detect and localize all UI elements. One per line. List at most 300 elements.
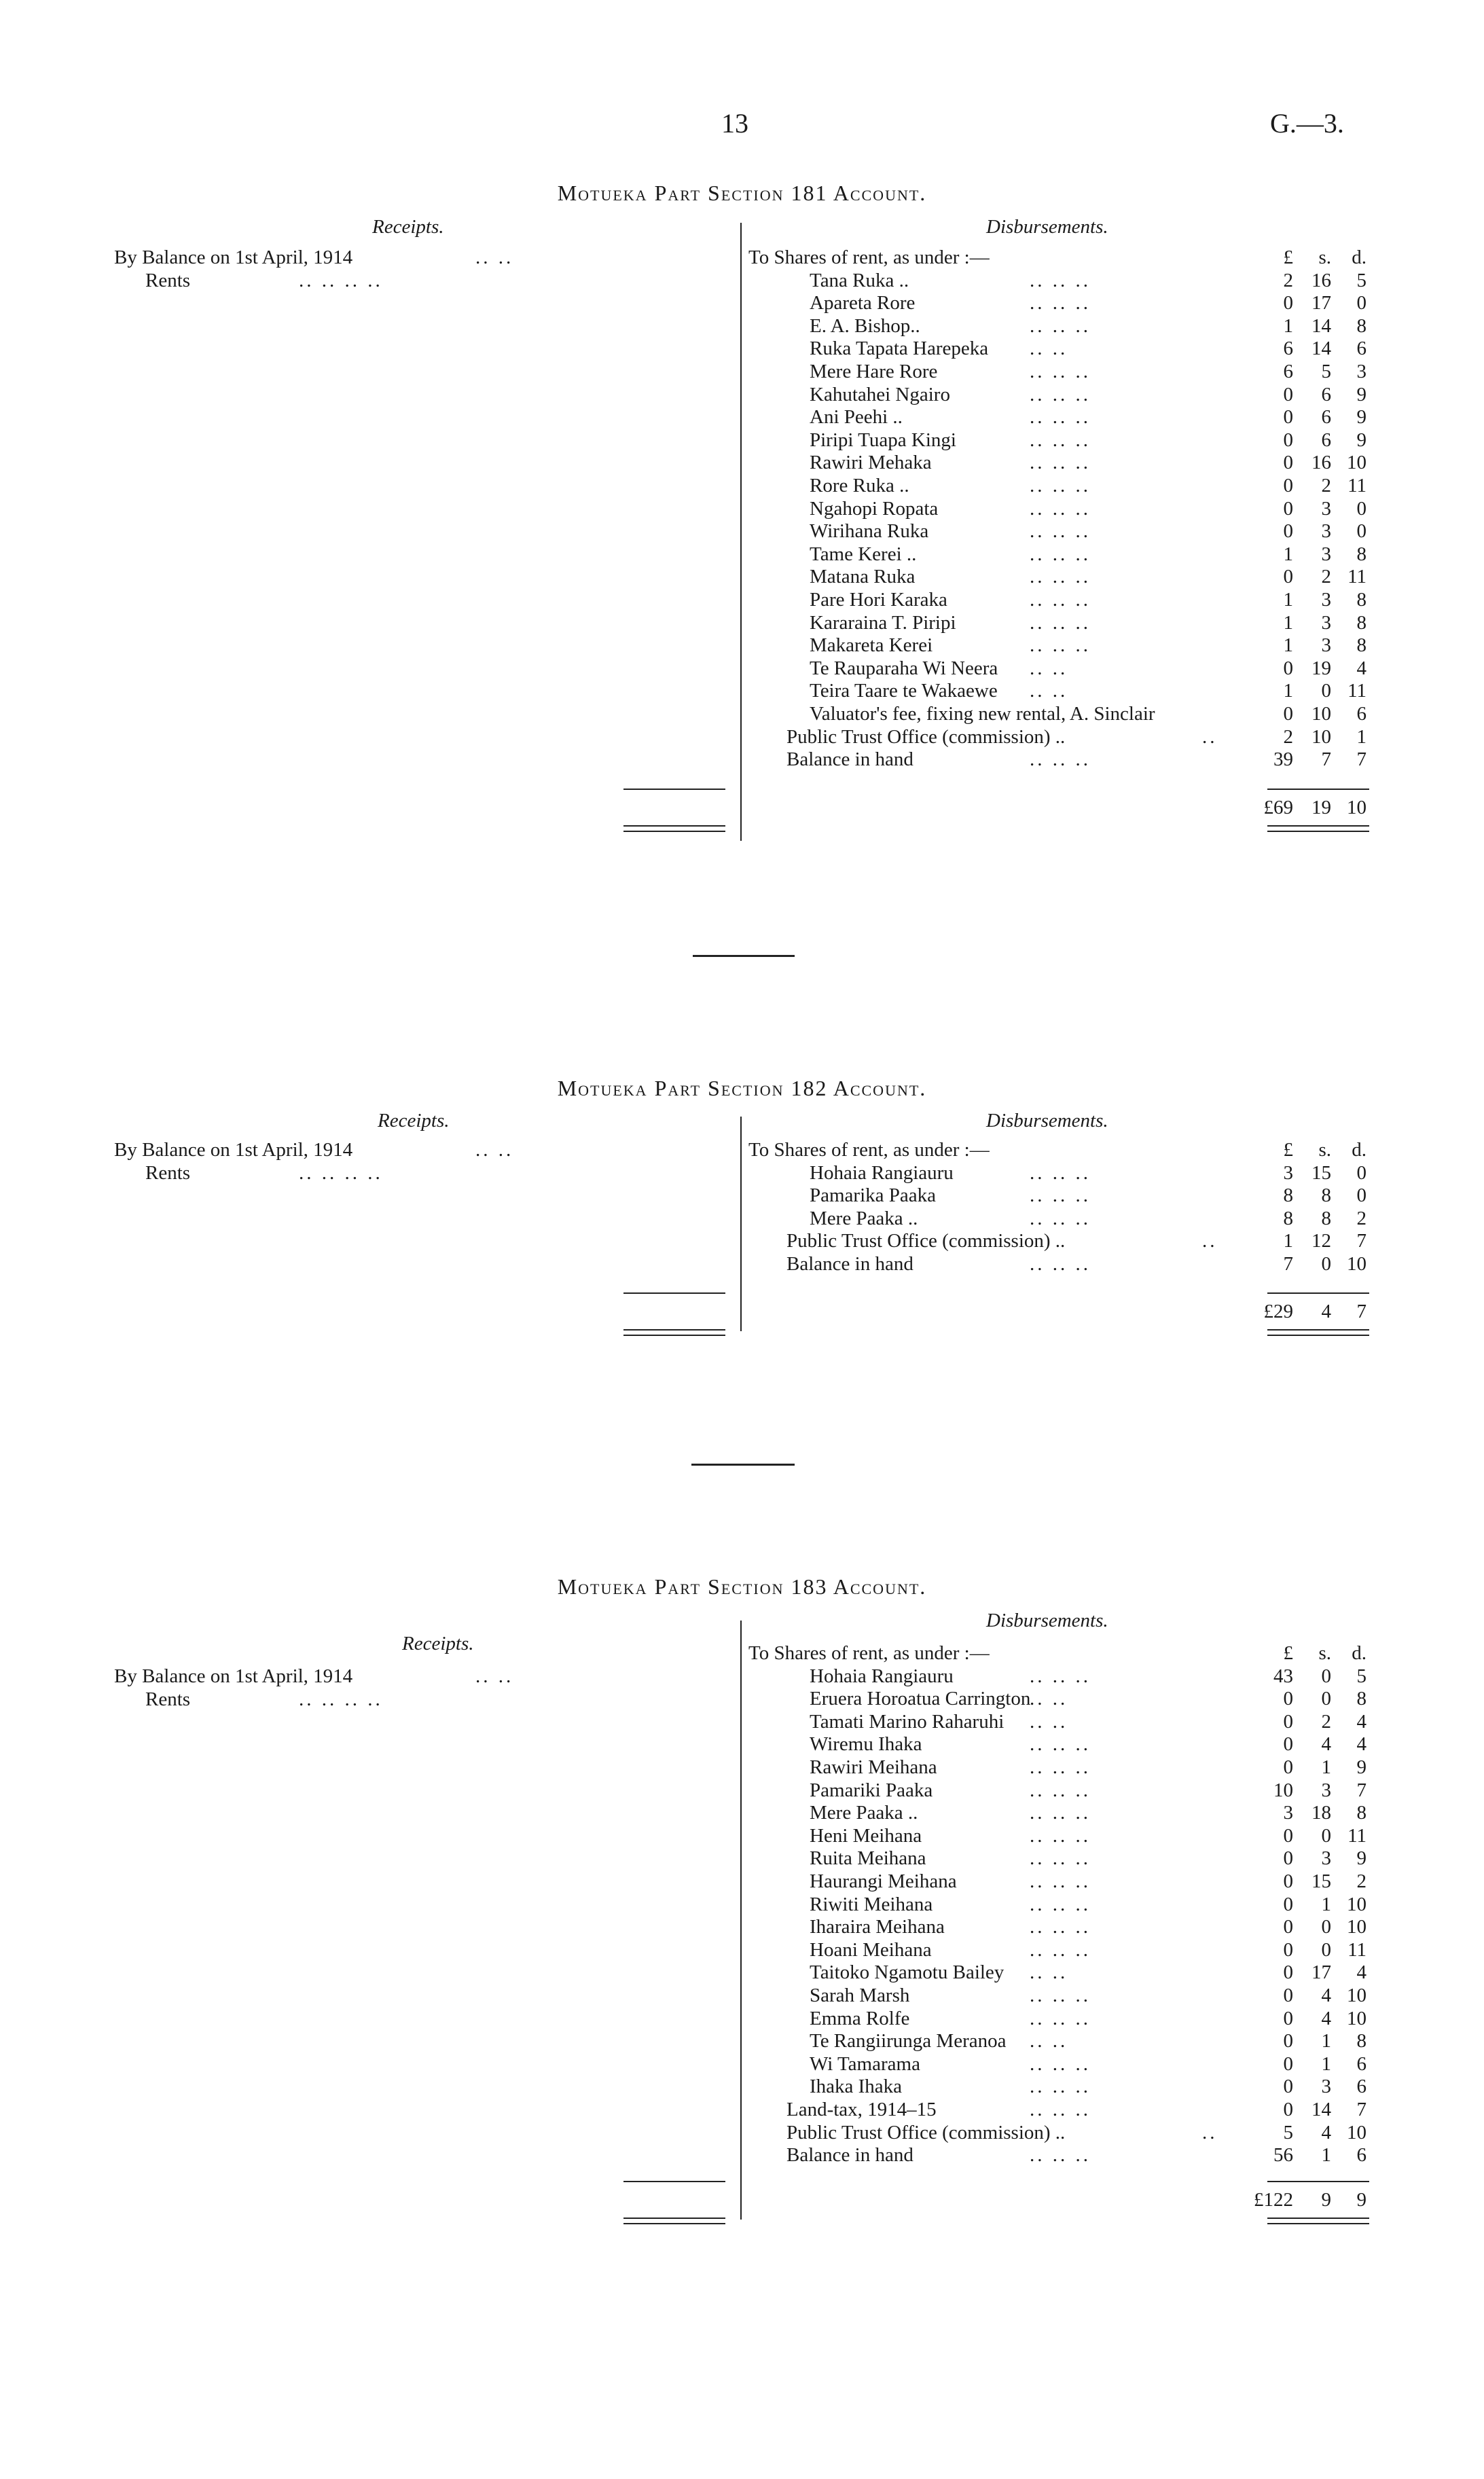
amount-s: 2 [1321,566,1331,588]
amount-d: 1 [1356,725,1367,748]
double-rule-right [1267,2223,1369,2224]
leader-dots: .. .. .. [1030,2052,1091,2075]
amount-l: £ [1283,1642,1293,1664]
disbursement-label: Sarah Marsh [810,1985,910,2006]
amount-l: 2 [1283,269,1293,291]
amount-l: 10 [1273,1779,1293,1801]
amount-s: 6 [1321,429,1331,451]
amount-l: 1 [1283,1230,1293,1252]
amount-s: 0 [1321,1688,1331,1710]
disbursement-row [0,1184,1484,1207]
disbursement-label: To Shares of rent, as under :— [748,1139,990,1161]
amount-d: 4 [1356,1961,1367,1984]
disbursement-label: Hoani Meihana [810,1938,932,1961]
receipt-label: Rents [145,269,191,291]
disbursement-row [0,2121,1484,2144]
amount-d: 4 [1356,1733,1367,1756]
leader-dots: .. .. [1030,338,1068,360]
disbursement-row [0,1984,1484,2007]
amount-l: 0 [1283,1756,1293,1778]
amount-d: 10 [1347,1253,1367,1275]
receipt-label: Rents [145,1161,191,1184]
disbursement-label: Rore Ruka .. [810,475,909,496]
amount-d: 5 [1356,1665,1367,1687]
disbursement-row [0,474,1484,497]
amount-s: 2 [1321,1710,1331,1733]
disbursement-label: Mere Hare Rore [810,361,938,382]
receipt-label: By Balance on 1st April, 1914 [114,247,353,268]
amount-s: 10 [1311,703,1331,725]
leader-dots: .. .. .. [1030,1893,1091,1915]
column-divider [740,1621,742,2220]
amount-l: £ [1283,247,1293,268]
amount-s: 3 [1321,634,1331,657]
amount-l: 0 [1283,497,1293,520]
disbursement-row [0,702,1484,725]
amount-s: 6 [1321,406,1331,429]
disbursement-label: Wi Tamarama [810,2052,920,2075]
amount-d: 0 [1356,497,1367,520]
disbursements-total [0,2188,1484,2211]
disbursement-row [0,1665,1484,1688]
disbursement-row [0,497,1484,520]
disbursement-label: Tame Kerei .. [810,543,917,565]
leader-dots: .. .. .. [1030,475,1091,496]
total-rule-left [623,789,725,790]
amount-s: 1 [1321,1893,1331,1915]
amount-d: 7 [1356,1779,1367,1801]
disbursement-label: Public Trust Office (commission) .. [786,2121,1066,2143]
amount-s: 12 [1311,1230,1331,1252]
disbursement-label: Hohaia Rangiauru [810,1665,954,1687]
amount-d: 6 [1356,2052,1367,2075]
total-rule-left [623,2181,725,2182]
disbursement-label: Public Trust Office (commission) .. [786,725,1066,748]
leader-dots: .. .. .. [1030,429,1091,451]
amount-l: £69 [1263,797,1293,818]
amount-l: 0 [1283,1847,1293,1870]
leader-dots: .. .. .. [1030,2076,1091,2098]
leader-dots: .. .. .. [1030,1985,1091,2006]
amount-s: 3 [1321,1847,1331,1870]
disbursement-label: Taitoko Ngamotu Bailey [810,1961,1005,1984]
amount-l: 0 [1283,452,1293,474]
amount-s: 14 [1311,2099,1331,2120]
leader-dots: .. .. .. [1030,2144,1091,2167]
amount-l: 56 [1273,2144,1293,2167]
disbursement-row [0,246,1484,269]
leader-dots: .. .. .. [1030,406,1091,429]
amount-l: 0 [1283,1824,1293,1847]
disbursement-row [0,634,1484,657]
amount-d: 9 [1356,429,1367,451]
double-rule-left [623,2223,725,2224]
amount-d: 8 [1356,1802,1367,1824]
disbursement-label: Mere Paaka .. [810,1802,918,1824]
amount-l: 1 [1283,634,1293,657]
leader-dots: .. .. .. [1030,1779,1091,1801]
disbursement-label: Emma Rolfe [810,2007,910,2029]
double-rule-left [623,2218,725,2219]
disbursement-row [0,2075,1484,2098]
column-divider [740,223,742,841]
amount-d: 10 [1347,1916,1367,1938]
leader-dots: .. .. .. [1030,2099,1091,2120]
leader-dots: .. .. .. [1030,1756,1091,1778]
amount-d: 8 [1356,314,1367,337]
disbursement-label: To Shares of rent, as under :— [748,247,990,268]
amount-s: 4 [1321,1733,1331,1756]
amount-d: 6 [1356,338,1367,360]
amount-s: 15 [1311,1161,1331,1184]
amount-l: 0 [1283,703,1293,725]
amount-d: 7 [1356,1301,1367,1322]
leader-dots: .. .. .. [1030,269,1091,291]
amount-l: 1 [1283,314,1293,337]
amount-l: 0 [1283,1938,1293,1961]
disbursement-row [0,1938,1484,1961]
disbursement-row [0,451,1484,474]
amount-s: 1 [1321,2144,1331,2167]
amount-s: 0 [1321,1253,1331,1275]
amount-s: 0 [1321,1665,1331,1687]
leader-dots: .. .. .. [1030,1665,1091,1687]
leader-dots: .. .. .. [1030,748,1091,771]
amount-s: 3 [1321,520,1331,543]
amount-s: 17 [1311,1961,1331,1984]
receipts-heading: Receipts. [378,1110,450,1132]
section-separator [693,955,795,957]
receipts-heading: Receipts. [372,216,444,238]
disbursement-row [0,725,1484,748]
leader-dots: .. .. .. [1030,520,1091,543]
disbursement-row [0,269,1484,292]
account-title: Motueka Part Section 181 Account. [557,181,927,205]
amount-s: 15 [1311,1870,1331,1892]
amount-l: 0 [1283,1961,1293,1984]
amount-d: 3 [1356,361,1367,382]
disbursement-label: Ruka Tapata Harepeka [810,338,989,360]
document-reference: G.—3. [1270,108,1344,139]
disbursements-heading: Disbursements. [986,1610,1108,1631]
disbursement-label: Pamariki Paaka [810,1779,933,1801]
leader-dots: .. .. .. [1030,2007,1091,2029]
disbursement-row [0,2029,1484,2052]
disbursement-label: Heni Meihana [810,1824,922,1847]
leader-dots: .. [1202,725,1218,748]
receipts-heading: Receipts. [402,1633,474,1654]
disbursement-row [0,2143,1484,2167]
amount-s: 3 [1321,543,1331,565]
amount-d: 7 [1356,1230,1367,1252]
amount-s: s. [1318,1642,1331,1664]
amount-l: 0 [1283,2099,1293,2120]
disbursement-row [0,1687,1484,1710]
leader-dots: .. .. .. [1030,361,1091,382]
amount-s: 14 [1311,338,1331,360]
amount-l: 0 [1283,406,1293,429]
amount-l: 3 [1283,1802,1293,1824]
receipts-column-headers [0,1110,747,1133]
leader-dots: .. .. [1030,1961,1068,1984]
disbursement-row [0,1642,1484,1665]
amount-s: 2 [1321,475,1331,496]
disbursement-row [0,1847,1484,1870]
disbursement-row [0,1961,1484,1984]
amount-d: 2 [1356,1870,1367,1892]
amount-s: 7 [1321,748,1331,771]
disbursement-label: Eruera Horoatua Carrington [810,1688,1031,1710]
amount-l: 0 [1283,1733,1293,1756]
disbursements-total [0,1300,1484,1323]
leader-dots: .. .. [475,1665,514,1687]
amount-d: 8 [1356,2030,1367,2052]
disbursement-label: Te Rauparaha Wi Neera [810,657,998,679]
amount-s: 16 [1311,452,1331,474]
disbursement-label: Rawiri Meihana [810,1756,937,1778]
disbursement-label: Pamarika Paaka [810,1184,937,1207]
amount-d: d. [1352,1139,1367,1161]
disbursement-label: Rawiri Mehaka [810,452,932,474]
disbursement-label: Teira Taare te Wakaewe [810,680,998,702]
disbursement-label: Balance in hand [786,1253,913,1275]
disbursement-label: Wiremu Ihaka [810,1733,922,1756]
amount-d: 10 [1347,2121,1367,2143]
amount-l: 0 [1283,475,1293,496]
disbursement-row [0,1756,1484,1779]
amount-l: 6 [1283,338,1293,360]
amount-s: 3 [1321,1779,1331,1801]
amount-l: 8 [1283,1207,1293,1229]
leader-dots: .. .. .. [1030,543,1091,565]
receipt-label: By Balance on 1st April, 1914 [114,1139,353,1161]
amount-s: 8 [1321,1184,1331,1207]
amount-l: 8 [1283,1184,1293,1207]
leader-dots: .. .. .. [1030,314,1091,337]
disbursement-label: Ani Peehi .. [810,406,903,429]
amount-d: 10 [1347,1985,1367,2006]
disbursement-row [0,383,1484,406]
disbursement-label: Apareta Rore [810,292,916,314]
amount-l: 0 [1283,2030,1293,2052]
disbursement-label: Kahutahei Ngairo [810,383,950,405]
disbursement-label: Matana Ruka [810,566,916,588]
disbursement-row [0,1229,1484,1252]
amount-s: 3 [1321,497,1331,520]
amount-d: 11 [1347,680,1367,702]
amount-s: s. [1318,247,1331,268]
leader-dots: .. .. .. .. [299,269,383,291]
amount-d: 9 [1356,1847,1367,1870]
disbursement-row [0,1779,1484,1802]
amount-s: 1 [1321,1756,1331,1778]
leader-dots: .. .. .. [1030,292,1091,314]
amount-d: 11 [1347,1938,1367,1961]
amount-l: 0 [1283,520,1293,543]
disbursement-row [0,1710,1484,1733]
disbursement-row [0,2007,1484,2030]
amount-d: 8 [1356,589,1367,611]
amount-l: 5 [1283,2121,1293,2143]
leader-dots: .. .. [1030,1710,1068,1733]
total-rule-right [1267,789,1369,790]
amount-l: 0 [1283,1688,1293,1710]
amount-d: 8 [1356,611,1367,634]
leader-dots: .. .. .. [1030,634,1091,657]
amount-l: 0 [1283,2007,1293,2029]
leader-dots: .. .. .. [1030,1802,1091,1824]
amount-l: 1 [1283,680,1293,702]
receipts-column-headers [0,216,747,239]
amount-s: 4 [1321,1301,1331,1322]
double-rule-right [1267,825,1369,827]
amount-s: 8 [1321,1207,1331,1229]
amount-l: 7 [1283,1253,1293,1275]
disbursement-row [0,543,1484,566]
double-rule-right [1267,1335,1369,1336]
amount-l: 0 [1283,2052,1293,2075]
amount-d: 0 [1356,1184,1367,1207]
leader-dots: .. .. .. [1030,1938,1091,1961]
column-divider [740,1117,742,1331]
leader-dots: .. .. .. [1030,611,1091,634]
amount-d: 9 [1356,1756,1367,1778]
disbursement-row [0,429,1484,452]
amount-l: 6 [1283,361,1293,382]
disbursement-label: Ngahopi Ropata [810,497,939,520]
disbursement-label: Balance in hand [786,2144,913,2167]
double-rule-right [1267,2218,1369,2219]
amount-s: 17 [1311,292,1331,314]
amount-d: 9 [1356,406,1367,429]
disbursement-row [0,1161,1484,1184]
disbursement-label: To Shares of rent, as under :— [748,1642,990,1664]
amount-s: 4 [1321,2007,1331,2029]
amount-d: 11 [1347,475,1367,496]
amount-l: 0 [1283,657,1293,679]
disbursement-row [0,657,1484,680]
disbursement-row [0,360,1484,383]
account-title: Motueka Part Section 182 Account. [557,1076,927,1100]
leader-dots: .. [1202,2121,1218,2143]
disbursement-row [0,1824,1484,1847]
amount-d: 11 [1347,566,1367,588]
disbursement-row [0,679,1484,702]
amount-s: 0 [1321,1938,1331,1961]
amount-s: s. [1318,1139,1331,1161]
double-rule-right [1267,1329,1369,1331]
amount-d: 6 [1356,2144,1367,2167]
leader-dots: .. .. .. [1030,452,1091,474]
receipt-label: Rents [145,1688,191,1710]
amount-s: 16 [1311,269,1331,291]
amount-l: 0 [1283,1710,1293,1733]
amount-d: 4 [1356,1710,1367,1733]
amount-d: 8 [1356,1688,1367,1710]
disbursement-label: Tamati Marino Raharuhi [810,1710,1005,1733]
disbursement-row [0,1870,1484,1893]
double-rule-left [623,825,725,827]
leader-dots: .. .. .. .. [299,1161,383,1184]
leader-dots: .. [1202,1230,1218,1252]
amount-s: 14 [1311,314,1331,337]
disbursement-row [0,588,1484,611]
amount-l: 39 [1273,748,1293,771]
disbursement-label: Ruita Meihana [810,1847,926,1870]
disbursement-row [0,1138,1484,1161]
amount-s: 9 [1321,2189,1331,2211]
disbursement-label: Land-tax, 1914–15 [786,2099,937,2120]
amount-l: 1 [1283,611,1293,634]
leader-dots: .. .. .. [1030,1916,1091,1938]
amount-s: 19 [1311,797,1331,818]
leader-dots: .. .. [1030,1688,1068,1710]
amount-s: 18 [1311,1802,1331,1824]
disbursement-row [0,611,1484,634]
disbursement-label: Public Trust Office (commission) .. [786,1230,1066,1252]
amount-s: 3 [1321,611,1331,634]
amount-s: 3 [1321,2076,1331,2098]
disbursements-total [0,796,1484,819]
disbursement-row [0,748,1484,771]
amount-s: 0 [1321,680,1331,702]
amount-d: 10 [1347,797,1367,818]
disbursement-label: Riwiti Meihana [810,1893,933,1915]
leader-dots: .. .. .. [1030,1253,1091,1275]
leader-dots: .. .. [475,247,514,268]
amount-l: 0 [1283,383,1293,405]
amount-d: 8 [1356,543,1367,565]
double-rule-left [623,1335,725,1336]
disbursement-label: Haurangi Meihana [810,1870,957,1892]
amount-d: 0 [1356,1161,1367,1184]
disbursement-row [0,1252,1484,1275]
amount-l: 43 [1273,1665,1293,1687]
disbursement-row [0,337,1484,360]
amount-s: 4 [1321,2121,1331,2143]
amount-l: £ [1283,1139,1293,1161]
disbursement-label: Hohaia Rangiauru [810,1161,954,1184]
leader-dots: .. .. .. [1030,1161,1091,1184]
amount-d: 4 [1356,657,1367,679]
amount-s: 5 [1321,361,1331,382]
disbursement-row [0,1893,1484,1916]
disbursement-label: Mere Paaka .. [810,1207,918,1229]
disbursement-label: Balance in hand [786,748,913,771]
amount-l: 0 [1283,1985,1293,2006]
disbursement-row [0,1915,1484,1938]
disbursement-label: Te Rangiirunga Meranoa [810,2030,1007,2052]
disbursement-label: Wirihana Ruka [810,520,929,543]
amount-l: 0 [1283,2076,1293,2098]
amount-d: 10 [1347,2007,1367,2029]
amount-d: 6 [1356,703,1367,725]
disbursement-row [0,1207,1484,1230]
amount-l: £29 [1263,1301,1293,1322]
amount-s: 1 [1321,2030,1331,2052]
amount-d: 7 [1356,2099,1367,2120]
disbursement-label: Tana Ruka .. [810,269,909,291]
disbursement-row [0,2098,1484,2121]
disbursement-label: Valuator's fee, fixing new rental, A. Sinclair [810,703,1155,725]
amount-d: 10 [1347,1893,1367,1915]
disbursement-label: E. A. Bishop.. [810,314,920,337]
amount-d: 7 [1356,748,1367,771]
amount-l: 1 [1283,543,1293,565]
leader-dots: .. .. .. [1030,1184,1091,1207]
leader-dots: .. .. .. .. [299,1688,383,1710]
leader-dots: .. .. [1030,2030,1068,2052]
